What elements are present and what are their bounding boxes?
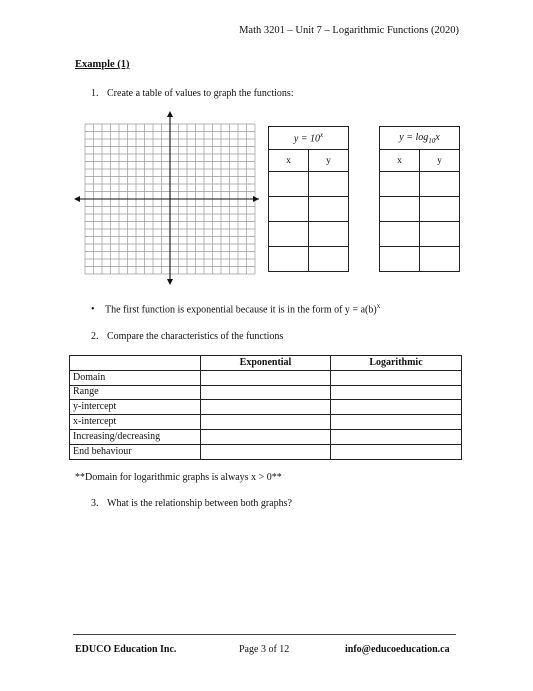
- table-cell[interactable]: [331, 444, 462, 459]
- table-exponential-col-x: x: [269, 150, 309, 172]
- example-heading: Example (1): [75, 59, 130, 70]
- bullet-dot: •: [91, 304, 95, 316]
- table-cell[interactable]: [309, 247, 349, 272]
- table-exponential-col-y: y: [309, 150, 349, 172]
- footer-divider: [73, 634, 456, 635]
- bullet-text: The first function is exponential because it is in the form of y = a(b): [105, 304, 377, 316]
- table-cell[interactable]: [420, 172, 460, 197]
- table-cell[interactable]: [201, 444, 331, 459]
- footer-company: EDUCO Education Inc.: [75, 644, 177, 655]
- table-cell[interactable]: [331, 415, 462, 430]
- question-3: [91, 498, 292, 509]
- comparison-header-blank: [70, 356, 201, 371]
- footer-page-number: Page 3 of 12: [239, 644, 290, 655]
- domain-note: **Domain for logarithmic graphs is always x > 0**: [75, 472, 282, 483]
- table-logarithmic-col-x: x: [380, 150, 420, 172]
- table-cell[interactable]: [420, 247, 460, 272]
- y-axis-arrow-up: [167, 111, 173, 117]
- table-cell[interactable]: [309, 172, 349, 197]
- x-axis-arrow-left: [74, 196, 80, 202]
- comparison-table: [69, 355, 462, 460]
- log-base: 10: [428, 136, 436, 145]
- row-label-domain: Domain: [70, 370, 201, 385]
- bullet-superscript: x: [376, 302, 381, 310]
- table-cell[interactable]: [201, 385, 331, 400]
- coordinate-grid: [73, 110, 259, 285]
- table-cell[interactable]: [269, 172, 309, 197]
- question-1-number: 1.: [91, 88, 99, 99]
- table-cell[interactable]: [420, 197, 460, 222]
- table-row: [70, 385, 462, 400]
- exponent-x: x: [320, 131, 324, 140]
- table-row: [70, 444, 462, 459]
- table-cell[interactable]: [201, 370, 331, 385]
- table-cell[interactable]: [331, 385, 462, 400]
- table-cell[interactable]: [269, 247, 309, 272]
- y-axis-arrow-down: [167, 279, 173, 285]
- comparison-header-logarithmic: Logarithmic: [331, 356, 462, 371]
- footer-email: info@educoeducation.ca: [345, 644, 450, 655]
- x-axis-arrow-right: [253, 196, 259, 202]
- question-1-text: Create a table of values to graph the functions:: [107, 88, 294, 99]
- table-logarithmic: [379, 126, 460, 272]
- row-label-y-intercept: y-intercept: [70, 400, 201, 415]
- table-cell[interactable]: [269, 222, 309, 247]
- row-label-x-intercept: x-intercept: [70, 415, 201, 430]
- table-cell[interactable]: [201, 400, 331, 415]
- row-label-range: Range: [70, 385, 201, 400]
- table-cell[interactable]: [201, 415, 331, 430]
- table-cell[interactable]: [420, 222, 460, 247]
- question-2: [91, 331, 283, 342]
- page-header: Math 3201 – Unit 7 – Logarithmic Functions (2020): [239, 25, 459, 36]
- row-label-end-behaviour: End behaviour: [70, 444, 201, 459]
- table-cell[interactable]: [201, 429, 331, 444]
- question-3-number: 3.: [91, 498, 99, 509]
- row-label-increasing-decreasing: Increasing/decreasing: [70, 429, 201, 444]
- table-cell[interactable]: [309, 197, 349, 222]
- table-cell[interactable]: [380, 247, 420, 272]
- table-cell[interactable]: [331, 370, 462, 385]
- comparison-header-exponential: Exponential: [201, 356, 331, 371]
- table-exponential: [268, 126, 349, 272]
- table-cell[interactable]: [331, 429, 462, 444]
- table-logarithmic-col-y: y: [420, 150, 460, 172]
- table-cell[interactable]: [309, 222, 349, 247]
- question-2-text: Compare the characteristics of the functions: [107, 331, 284, 342]
- table-exponential-function: $y = 10^x$: [269, 127, 349, 150]
- question-1: [91, 88, 294, 99]
- question-3-text: What is the relationship between both graphs?: [107, 498, 292, 509]
- table-cell[interactable]: [380, 172, 420, 197]
- table-row: [70, 400, 462, 415]
- table-logarithmic-function: $y = \log_{10}x$: [380, 127, 460, 150]
- comparison-header-row: [70, 356, 462, 371]
- table-cell[interactable]: [380, 222, 420, 247]
- table-cell[interactable]: [380, 197, 420, 222]
- table-cell[interactable]: [269, 197, 309, 222]
- question-2-number: 2.: [91, 331, 99, 342]
- table-row: [70, 415, 462, 430]
- bullet-exponential-form: [91, 302, 380, 315]
- table-row: [70, 370, 462, 385]
- table-cell[interactable]: [331, 400, 462, 415]
- table-row: [70, 429, 462, 444]
